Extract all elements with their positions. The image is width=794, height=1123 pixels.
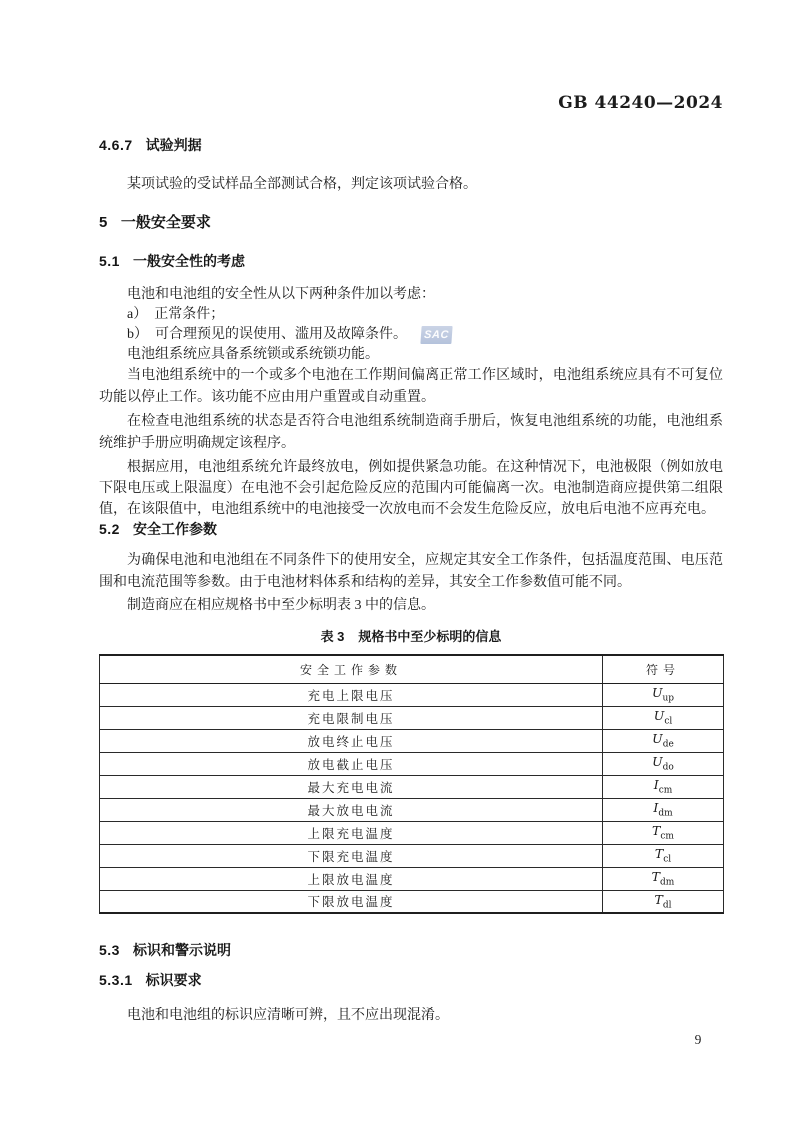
symbol-cell: $T_{dl}$ xyxy=(603,890,724,913)
table-caption xyxy=(99,628,723,646)
paragraph-system-lock: 电池组系统应具备系统锁或系统锁功能。 xyxy=(127,347,379,362)
heading-number: 5 xyxy=(99,214,108,231)
list-item-a: a） 正常条件； xyxy=(127,307,225,322)
table-row xyxy=(100,821,724,844)
table-row xyxy=(100,890,724,913)
heading-title: 安全工作参数 xyxy=(132,521,217,537)
table-row xyxy=(100,775,724,798)
param-cell: 下限充电温度 xyxy=(100,844,603,867)
param-cell: 充电限制电压 xyxy=(100,706,603,729)
paragraph-off-normal: 当电池组系统中的一个或多个电池在工作期间偏离正常工作区域时，电池组系统应具有不可复位功能以停止工作。该功能不应由用户重置或自动重置。 xyxy=(99,368,723,405)
param-cell: 上限放电温度 xyxy=(100,867,603,890)
table-row xyxy=(100,752,724,775)
considerations-block xyxy=(99,285,723,365)
paragraph-intro: 电池和电池组的安全性从以下两种条件加以考虑： xyxy=(127,287,435,302)
table-label: 表 3 xyxy=(320,629,345,644)
heading-number: 4.6.7 xyxy=(99,137,133,153)
heading-title: 一般安全性的考虑 xyxy=(132,253,245,269)
param-cell: 上限充电温度 xyxy=(100,821,603,844)
heading-title: 标识和警示说明 xyxy=(132,942,231,958)
symbol-cell: $I_{dm}$ xyxy=(603,798,724,821)
paragraph-restore: 在检查电池组系统的状态是否符合电池组系统制造商手册后，恢复电池组系统的功能，电池组系统维护手册应明确规定该程序。 xyxy=(99,414,723,451)
symbol-cell: $U_{cl}$ xyxy=(603,706,724,729)
parameters-table xyxy=(99,654,724,914)
param-cell: 最大放电电流 xyxy=(100,798,603,821)
param-cell: 充电上限电压 xyxy=(100,683,603,706)
heading-5-2 xyxy=(99,520,723,539)
table-row xyxy=(100,844,724,867)
list-item-b: b） 可合理预见的误使用、滥用及故障条件。 xyxy=(127,327,407,342)
symbol-column-header: 符号 xyxy=(603,655,724,683)
sac-watermark: SAC xyxy=(420,326,452,344)
symbol-cell: $T_{cm}$ xyxy=(603,821,724,844)
heading-title: 试验判据 xyxy=(145,137,202,153)
symbol-cell: $U_{do}$ xyxy=(603,752,724,775)
symbol-cell: $T_{dm}$ xyxy=(603,867,724,890)
heading-4-6-7 xyxy=(99,136,723,155)
param-column-header: 安全工作参数 xyxy=(100,655,603,683)
symbol-cell: $I_{cm}$ xyxy=(603,775,724,798)
paragraph-final-discharge: 根据应用，电池组系统允许最终放电，例如提供紧急功能。在这种情况下，电池极限（例如放电下限电压或上限温度）在电池不会引起危险反应的范围内可能偏离一次。电池制造商应提供第二组限值，在该限值中，电池组系统中的电池接受一次放电而不会发生危险反应，放电后电池不应再充电。 xyxy=(99,460,723,517)
heading-number: 5.3.1 xyxy=(99,972,133,988)
symbol-cell: $T_{cl}$ xyxy=(603,844,724,867)
parameters-table-body xyxy=(100,683,724,913)
heading-title: 一般安全要求 xyxy=(120,214,211,231)
param-cell: 下限放电温度 xyxy=(100,890,603,913)
param-cell: 放电截止电压 xyxy=(100,752,603,775)
page-content xyxy=(99,0,723,1027)
table-row xyxy=(100,683,724,706)
heading-title: 标识要求 xyxy=(145,972,202,988)
param-cell: 最大充电电流 xyxy=(100,775,603,798)
symbol-cell: $U_{up}$ xyxy=(603,683,724,706)
paragraph-spec-sheet: 制造商应在相应规格书中至少标明表 3 中的信息。 xyxy=(127,598,435,613)
heading-5 xyxy=(99,213,723,233)
table-row xyxy=(100,729,724,752)
heading-5-3-1 xyxy=(99,971,723,990)
standard-code: GB 44240—2024 xyxy=(558,93,723,113)
table-header-row xyxy=(100,655,724,683)
heading-number: 5.1 xyxy=(99,253,120,269)
heading-5-3 xyxy=(99,941,723,960)
table-row xyxy=(100,867,724,890)
paragraph-marking: 电池和电池组的标识应清晰可辨，且不应出现混淆。 xyxy=(127,1008,449,1023)
table-row xyxy=(100,706,724,729)
heading-number: 5.2 xyxy=(99,521,120,537)
heading-number: 5.3 xyxy=(99,942,120,958)
page-number: 9 xyxy=(694,1032,702,1047)
paragraph-safe-params: 为确保电池和电池组在不同条件下的使用安全，应规定其安全工作条件，包括温度范围、电压范围和电流范围等参数。由于电池材料体系和结构的差异，其安全工作参数值可能不同。 xyxy=(99,553,723,590)
symbol-cell: $U_{de}$ xyxy=(603,729,724,752)
table-row xyxy=(100,798,724,821)
heading-5-1 xyxy=(99,252,723,271)
table-title: 规格书中至少标明的信息 xyxy=(358,629,502,644)
param-cell: 放电终止电压 xyxy=(100,729,603,752)
paragraph-test-criteria: 某项试验的受试样品全部测试合格，判定该项试验合格。 xyxy=(127,177,477,192)
